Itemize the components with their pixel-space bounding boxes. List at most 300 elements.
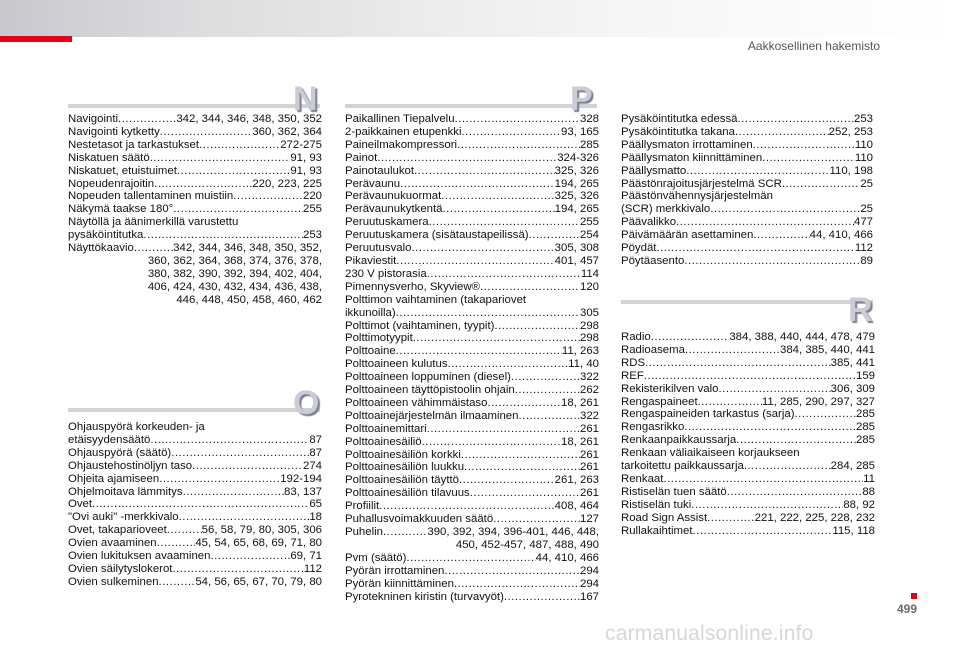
index-entry-term: pysäköintitutka: [68, 229, 144, 242]
index-entry-pages: 87: [309, 446, 322, 459]
dot-leader: [179, 511, 310, 524]
index-entry: [621, 331, 875, 344]
index-entry-term: Päällysmaton kiinnittäminen: [621, 151, 763, 164]
index-entry-pages: 322: [579, 371, 599, 384]
dot-leader: [427, 423, 580, 436]
index-entry-term: Puhelin: [345, 526, 383, 538]
index-entry-term: Ohjeita ajamiseen: [68, 472, 160, 485]
dot-leader: [183, 486, 284, 499]
index-entry-term: Ovien lukituksen avaaminen: [68, 550, 211, 563]
dot-leader: [412, 242, 555, 255]
index-entry-pages: 120: [579, 280, 599, 293]
dot-leader: [651, 331, 730, 344]
dot-leader: [396, 345, 562, 358]
index-entry-term: Pyrotekninen kiristin (turvavyöt): [345, 590, 504, 603]
index-entry: [345, 449, 599, 462]
index-entry-term: 230 V pistorasia: [345, 267, 427, 280]
index-entry-heading: [345, 294, 599, 307]
index-entry: [345, 487, 599, 500]
index-entry-pages: 65: [309, 498, 322, 511]
dot-leader: [529, 229, 580, 242]
index-entry: [345, 526, 599, 539]
dot-leader: [443, 203, 555, 216]
index-entry-term: Puhallusvoimakkuuden säätö: [345, 513, 494, 526]
index-entry-pages: 360, 362, 364: [252, 125, 322, 138]
index-entry-term: Ristiselän tuen säätö: [621, 485, 727, 498]
dot-leader: [685, 344, 780, 357]
dot-leader: [719, 383, 831, 396]
index-entry: [68, 165, 322, 178]
dot-leader: [707, 512, 755, 525]
index-entry-term: Renkaat: [621, 472, 664, 485]
index-entry-pages: 285: [855, 408, 875, 421]
index-entry-pages: 167: [579, 590, 599, 603]
index-entry-term: Polttimotyypit: [345, 332, 413, 345]
index-entry-pages: 25: [860, 203, 873, 216]
dot-leader: [684, 421, 856, 434]
index-entry-term: Ristiselän tuki: [621, 498, 692, 511]
index-entry-term: Rengaspaineet: [621, 395, 698, 408]
index-entry-term: Pöytäasento: [621, 254, 685, 267]
index-entry-pages: 261: [579, 422, 599, 435]
index-entry-pages: 253: [853, 113, 873, 125]
page-marker: [911, 593, 917, 599]
dot-leader: [645, 357, 831, 370]
index-entry-continuation: 446, 448, 450, 458, 460, 462: [176, 293, 322, 306]
index-entry-term: Navigointi kytketty: [68, 125, 160, 138]
index-entry-term: Polttoaineen vähimmäistaso: [345, 396, 488, 409]
dot-leader: [504, 591, 580, 604]
index-entry-term: 2-paikkainen etupenkki: [345, 125, 462, 138]
index-entry-pages: 220, 223, 225: [252, 177, 322, 190]
dot-leader: [448, 358, 569, 371]
index-entry: [621, 113, 873, 126]
index-entry: [345, 397, 599, 410]
index-entry-term: Nopeudenrajoitin: [68, 177, 155, 190]
dot-leader: [173, 203, 303, 216]
index-entry-term: Perävaunu: [345, 177, 401, 190]
dot-leader: [154, 178, 252, 191]
index-entry-pages: 294: [579, 577, 599, 590]
index-entry-pages: 322: [579, 409, 599, 422]
dot-leader: [441, 190, 554, 203]
index-entry: [345, 320, 599, 333]
index-column-o: [68, 421, 322, 589]
index-entry-term: Renkaanpaikkaussarja: [621, 434, 737, 447]
index-entry-term: Näyttökaavio: [68, 242, 134, 255]
index-entry-pages: 285: [855, 421, 875, 434]
dot-leader: [735, 126, 829, 139]
index-entry: [345, 307, 599, 320]
index-entry: [345, 268, 599, 281]
index-entry: [621, 383, 875, 396]
index-entry-term: Polttoaineen täyttöpistoolin ohjain: [345, 384, 515, 397]
dot-leader: [422, 436, 561, 449]
index-entry-pages: 384, 388, 440, 444, 478, 479: [729, 331, 875, 343]
dot-leader: [795, 408, 856, 421]
dot-leader: [459, 474, 555, 487]
index-entry: [345, 436, 599, 449]
index-entry-term: Peruutuskamera: [345, 216, 429, 229]
index-entry-heading: [621, 190, 873, 203]
index-entry-pages: 342, 344, 346, 348, 350, 352: [176, 113, 322, 125]
dot-leader: [691, 499, 843, 512]
index-entry-pages: 114: [580, 267, 599, 280]
dot-leader: [782, 178, 861, 191]
index-entry-term: etäisyydensäätö: [68, 433, 151, 446]
dot-leader: [744, 460, 831, 473]
index-entry: [68, 576, 322, 589]
index-entry-term: tarkoitettu paikkaussarja: [621, 460, 744, 473]
dot-leader: [177, 165, 290, 178]
index-entry-pages: 110, 198: [829, 164, 873, 177]
dot-leader: [511, 371, 580, 384]
index-entry-term: Polttoainesäiliön korkki: [345, 448, 461, 461]
dot-leader: [192, 460, 303, 473]
section-rule-n: [68, 104, 320, 108]
index-entry-term: Ohjauspyörä (säätö): [68, 446, 172, 459]
index-entry: [68, 190, 322, 203]
dot-leader: [644, 370, 856, 383]
index-entry-pages: 110: [854, 138, 873, 151]
dot-leader: [480, 281, 580, 294]
dot-leader: [493, 513, 580, 526]
index-entry-term: Ohjauspyörä korkeuden- ja: [68, 421, 205, 433]
index-entry-pages: 112: [854, 242, 873, 255]
index-entry: [621, 408, 875, 421]
index-entry-pages: 194, 265: [554, 177, 599, 190]
index-column-n: [68, 113, 322, 307]
index-entry: [345, 178, 599, 191]
index-entry-term: Päivämäärän asettaminen: [621, 229, 754, 242]
dot-leader: [118, 113, 176, 126]
index-entry-pages: 192-194: [280, 472, 322, 485]
index-entry-pages: 262: [579, 384, 599, 397]
index-entry: [345, 461, 599, 474]
index-entry-term: Päällysmatto: [621, 164, 687, 177]
dot-leader: [160, 126, 253, 139]
index-entry-term: Pimennysverho, Skyview®: [345, 280, 481, 293]
index-entry: [345, 591, 599, 604]
index-entry: [345, 332, 599, 345]
index-entry-pages: 285: [579, 138, 599, 151]
header-accent-bar: [0, 36, 72, 42]
index-entry: [68, 229, 322, 242]
index-entry: [345, 423, 599, 436]
dot-leader: [455, 113, 580, 126]
dot-leader: [462, 126, 561, 139]
index-entry-term: Niskatuen säätö: [68, 151, 150, 164]
dot-leader: [143, 229, 303, 242]
index-entry: [68, 563, 322, 576]
index-entry-term: Pyörän kiinnittäminen: [345, 577, 454, 590]
index-entry-term: Paikallinen Tiepalvelu: [345, 113, 455, 125]
index-entry: [621, 255, 873, 268]
index-entry: [345, 345, 599, 358]
index-entry-pages: 83, 137: [283, 485, 322, 498]
dot-leader: [727, 486, 863, 499]
index-entry: [345, 165, 599, 178]
index-entry: [621, 357, 875, 370]
index-entry: [68, 498, 322, 511]
dot-leader: [663, 473, 863, 486]
index-entry-pages: 56, 58, 79, 80, 305, 306: [201, 524, 322, 537]
dot-leader: [383, 526, 427, 539]
index-entry-term: Polttoainesäiliön täyttö: [345, 474, 459, 487]
index-entry-pages: 384, 385, 440, 441: [779, 343, 875, 356]
index-entry-pages: 91, 93: [290, 151, 322, 164]
index-entry-pages: 261: [579, 461, 599, 474]
index-entry: [621, 126, 873, 139]
index-entry-pages: 324-326: [557, 151, 599, 164]
dot-leader: [400, 178, 555, 191]
index-entry-term: Pysäköintitutka takana: [621, 125, 735, 138]
index-entry-pages: 328: [579, 113, 599, 125]
index-entry-pages: 306, 309: [830, 382, 875, 395]
section-letter-r: R: [848, 291, 873, 329]
index-entry-pages: 408, 464: [554, 500, 599, 513]
index-entry: [345, 216, 599, 229]
index-entry-term: (SCR) merkkivalo: [621, 203, 711, 216]
section-rule-r: [621, 300, 873, 304]
index-entry: [345, 255, 599, 268]
dot-leader: [159, 576, 196, 589]
dot-leader: [427, 268, 581, 281]
dot-leader: [379, 500, 554, 513]
index-entry: [68, 434, 322, 447]
dot-leader: [457, 139, 580, 152]
index-entry: [68, 524, 322, 537]
index-entry: [345, 565, 599, 578]
index-entry-term: Polttoainesäiliön luukku: [345, 461, 465, 474]
index-entry: [621, 203, 873, 216]
dot-leader: [444, 565, 580, 578]
index-entry-pages: 87: [309, 433, 322, 446]
index-entry-term: Nestetasot ja tarkastukset: [68, 138, 200, 151]
index-entry-term: Polttoaineen kulutus: [345, 358, 448, 371]
index-entry: [68, 460, 322, 473]
index-entry-term: Radioasema: [621, 343, 685, 356]
section-rule-o: [68, 408, 320, 412]
header-band: [0, 0, 960, 37]
index-entry: [621, 473, 875, 486]
index-entry: [68, 139, 322, 152]
index-entry-continuation: 360, 362, 364, 368, 374, 376, 378,: [147, 254, 322, 267]
dot-leader: [494, 320, 580, 333]
index-entry: [345, 113, 599, 126]
dot-leader: [150, 152, 291, 165]
index-entry-term: Peruutusvalo: [345, 242, 412, 255]
dot-leader: [753, 139, 855, 152]
dot-leader: [92, 498, 309, 511]
index-entry-term: Polttoaine: [345, 345, 396, 358]
index-entry-term: Perävaunukuormat: [345, 190, 442, 203]
index-entry-term: Ovet, takaparioveet: [68, 524, 167, 537]
dot-leader: [134, 242, 173, 255]
dot-leader: [518, 410, 580, 423]
index-entry-pages: 325, 326: [554, 164, 599, 177]
index-entry-term: Polttoaineen loppuminen (diesel): [345, 371, 511, 384]
index-entry: [345, 126, 599, 139]
index-entry-term: Rullakaihtimet: [621, 524, 693, 537]
index-entry-pages: 11, 263: [561, 345, 599, 358]
index-entry-pages: 11, 40: [568, 358, 599, 371]
dot-leader: [171, 447, 309, 460]
index-entry-term: Paineilmakompressori: [345, 138, 458, 151]
dot-leader: [515, 384, 580, 397]
dot-leader: [470, 487, 580, 500]
index-entry: [68, 511, 322, 524]
dot-leader: [684, 255, 860, 268]
dot-leader: [150, 434, 309, 447]
index-entry-term: Ovien avaaminen: [68, 537, 157, 550]
index-entry: [621, 165, 873, 178]
index-entry-pages: 252, 253: [828, 125, 873, 138]
dot-leader: [396, 307, 580, 320]
index-entry-term: Pvm (säätö): [345, 551, 407, 564]
index-entry-term: Navigointi: [68, 113, 119, 125]
index-entry-term: Päästönvähennysjärjestelmän: [621, 190, 773, 203]
index-entry: [345, 358, 599, 371]
index-column-p-continued: [621, 113, 873, 268]
dot-leader: [199, 139, 280, 152]
index-entry-pages: 401, 457: [554, 254, 599, 267]
index-entry: [621, 344, 875, 357]
index-entry-pages: 93, 165: [560, 125, 599, 138]
index-entry-pages: 274: [302, 459, 322, 472]
index-entry: [345, 552, 599, 565]
index-entry-pages: 305, 308: [554, 242, 599, 255]
index-entry-term: Ohjaustehostinöljyn taso: [68, 459, 193, 472]
dot-leader: [698, 396, 762, 409]
index-entry-term: Peruutuskamera (sisätaustapeilissä): [345, 229, 529, 242]
index-entry: [68, 550, 322, 563]
index-entry-pages: 285: [855, 434, 875, 447]
index-entry-continuation: 450, 452-457, 487, 488, 490: [455, 538, 599, 551]
dot-leader: [676, 216, 854, 229]
index-entry-pages: 54, 56, 65, 67, 70, 79, 80: [195, 575, 322, 588]
index-entry-pages: 385, 441: [830, 356, 875, 369]
index-entry-pages: 255: [302, 203, 322, 216]
index-entry: [621, 396, 875, 409]
index-entry: [345, 578, 599, 591]
index-entry: [345, 384, 599, 397]
index-entry-term: Polttoainemittari: [345, 422, 427, 435]
index-entry-term: Painotaulukot: [345, 164, 415, 177]
index-entry-term: Ovien säilytyslokerot: [68, 562, 173, 575]
dot-leader: [461, 449, 580, 462]
index-entry-term: Polttoainesäiliön tilavuus: [345, 487, 470, 500]
index-entry-pages: 194, 265: [554, 203, 599, 216]
dot-leader: [233, 190, 303, 203]
index-entry-pages: 298: [579, 332, 599, 345]
index-entry: [621, 370, 875, 383]
index-entry-term: Päällysmaton irrottaminen: [621, 138, 753, 151]
dot-leader: [686, 165, 829, 178]
index-entry-pages: 253: [302, 229, 322, 242]
dot-leader: [753, 229, 809, 242]
index-entry-term: "Ovi auki" -merkkivalo: [68, 511, 179, 524]
index-entry: [68, 537, 322, 550]
index-entry-heading: [68, 216, 322, 229]
dot-leader: [159, 473, 280, 486]
dot-leader: [429, 216, 580, 229]
index-entry: [345, 500, 599, 513]
index-entry-pages: 159: [855, 369, 875, 382]
index-entry-term: Profiilit: [345, 500, 380, 513]
index-entry-term: Rengaspaineiden tarkastus (sarja): [621, 408, 795, 421]
index-entry: [68, 447, 322, 460]
index-entry: [621, 421, 875, 434]
section-rule-p: [345, 104, 597, 108]
index-column-r: [621, 331, 875, 538]
index-entry-term: Pöydät: [621, 242, 657, 255]
dot-leader: [414, 165, 555, 178]
dot-leader: [736, 434, 856, 447]
index-entry: [345, 371, 599, 384]
index-entry-term: Näkymä taakse 180°: [68, 203, 174, 216]
index-entry-term: Polttoainejärjestelmän ilmaaminen: [345, 409, 519, 422]
index-entry: [621, 139, 873, 152]
dot-leader: [487, 397, 561, 410]
index-entry-pages: 11, 285, 290, 297, 327: [761, 395, 875, 408]
index-entry-pages: 115, 118: [832, 524, 875, 537]
index-entry: [345, 242, 599, 255]
index-entry-term: Painot: [345, 151, 378, 164]
dot-leader: [762, 152, 855, 165]
index-entry: [345, 513, 599, 526]
index-column-p: [345, 113, 599, 603]
index-entry-pages: 25: [860, 177, 873, 190]
index-entry-pages: 305: [579, 306, 599, 319]
index-entry-pages: 88, 92: [843, 498, 875, 511]
dot-leader: [167, 524, 202, 537]
dot-leader: [738, 113, 854, 126]
index-entry-pages: 11: [863, 472, 875, 485]
dot-leader: [464, 461, 580, 474]
index-entry-term: Rengasrikko: [621, 421, 685, 434]
index-entry-pages: 18, 261: [560, 435, 599, 448]
index-entry: [68, 203, 322, 216]
index-entry-pages: 261: [579, 487, 599, 500]
index-entry-term: Polttimot (vaihtaminen, tyypit): [345, 319, 495, 332]
index-entry-continuation: 406, 424, 430, 432, 434, 436, 438,: [147, 280, 322, 293]
index-entry-term: RDS: [621, 356, 646, 369]
index-entry-pages: 69, 71: [290, 550, 322, 563]
index-entry: [621, 152, 873, 165]
dot-leader: [172, 563, 303, 576]
dot-leader: [710, 203, 860, 216]
index-entry: [621, 229, 873, 242]
index-entry-term: Nopeuden tallentaminen muistiin: [68, 190, 234, 203]
section-letter-p: P: [570, 80, 593, 118]
index-entry: [621, 216, 873, 229]
dot-leader: [377, 152, 557, 165]
index-entry: [68, 126, 322, 139]
index-entry-pages: 284, 285: [830, 460, 875, 473]
index-entry: [621, 242, 873, 255]
index-entry: [345, 190, 599, 203]
index-entry: [345, 410, 599, 423]
index-entry-term: Renkaan väliaikaiseen korjaukseen: [621, 447, 800, 460]
index-entry-term: Ovien sulkeminen: [68, 575, 159, 588]
index-entry-pages: 127: [579, 513, 599, 526]
index-entry: [345, 229, 599, 242]
section-letter-o: O: [293, 384, 320, 422]
index-entry-term: Road Sign Assist: [621, 511, 708, 524]
index-entry: [68, 473, 322, 486]
index-entry-term: Päävalikko: [621, 216, 677, 229]
